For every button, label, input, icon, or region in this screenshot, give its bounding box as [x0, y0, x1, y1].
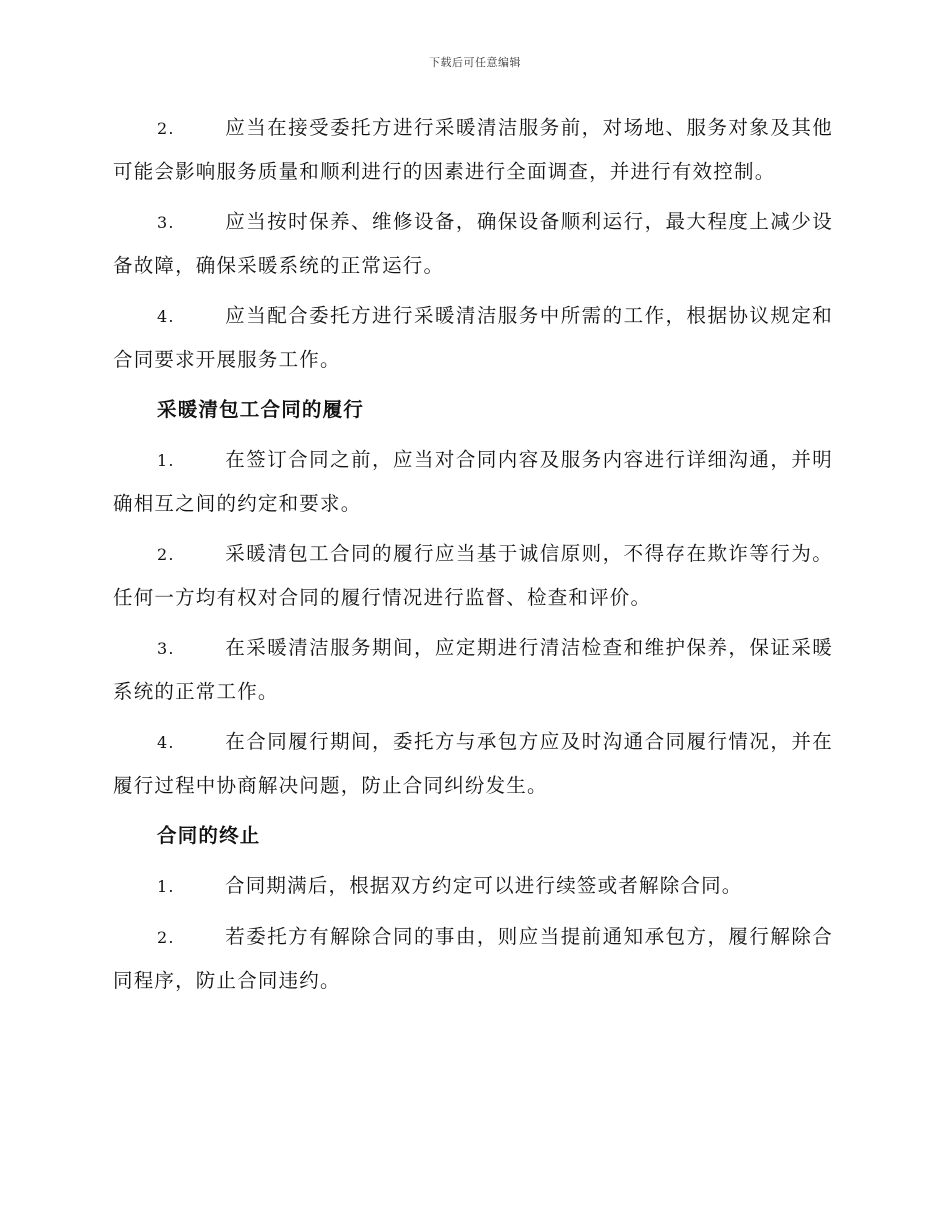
section-heading-performance: 采暖清包工合同的履行	[157, 398, 365, 421]
paragraph-item	[113, 106, 833, 193]
paragraph-item	[113, 294, 833, 381]
section-heading-termination: 合同的终止	[157, 824, 261, 847]
item-number: 1.	[157, 451, 175, 470]
item-text: 应当按时保养、维修设备，确保设备顺利运行，最大程度上减少设备故障，确保采暖系统的正常运行。	[113, 210, 833, 277]
item-text: 若委托方有解除合同的事由，则应当提前通知承包方，履行解除合同程序，防止合同违约。	[113, 925, 833, 992]
item-text: 在采暖清洁服务期间，应定期进行清洁检查和维护保养，保证采暖系统的正常工作。	[113, 636, 833, 703]
item-number: 2.	[157, 119, 175, 138]
item-number: 3.	[157, 639, 175, 658]
page-header: 下载后可任意编辑	[429, 56, 521, 69]
paragraph-item	[113, 200, 833, 287]
item-text: 合同期满后，根据双方约定可以进行续签或者解除合同。	[225, 874, 743, 897]
paragraph-item	[113, 720, 833, 807]
item-number: 3.	[157, 213, 175, 232]
paragraph-item	[113, 532, 833, 619]
item-number: 2.	[157, 928, 175, 947]
paragraph-item	[113, 864, 833, 908]
item-text: 在合同履行期间，委托方与承包方应及时沟通合同履行情况，并在履行过程中协商解决问题，防止合同纠纷发生。	[113, 730, 833, 797]
item-text: 在签订合同之前，应当对合同内容及服务内容进行详细沟通，并明确相互之间的约定和要求。	[113, 448, 833, 515]
paragraph-item	[113, 626, 833, 713]
item-number: 2.	[157, 545, 175, 564]
item-text: 应当配合委托方进行采暖清洁服务中所需的工作，根据协议规定和合同要求开展服务工作。	[113, 304, 833, 371]
paragraph-item	[113, 915, 833, 1002]
item-number: 4.	[157, 733, 175, 752]
item-number: 4.	[157, 307, 175, 326]
item-text: 应当在接受委托方进行采暖清洁服务前，对场地、服务对象及其他可能会影响服务质量和顺利进行的因素进行全面调查，并进行有效控制。	[113, 116, 833, 183]
document-body	[113, 106, 833, 1009]
item-number: 1.	[157, 877, 175, 896]
item-text: 采暖清包工合同的履行应当基于诚信原则，不得存在欺诈等行为。任何一方均有权对合同的履行情况进行监督、检查和评价。	[113, 542, 833, 609]
paragraph-item	[113, 438, 833, 525]
